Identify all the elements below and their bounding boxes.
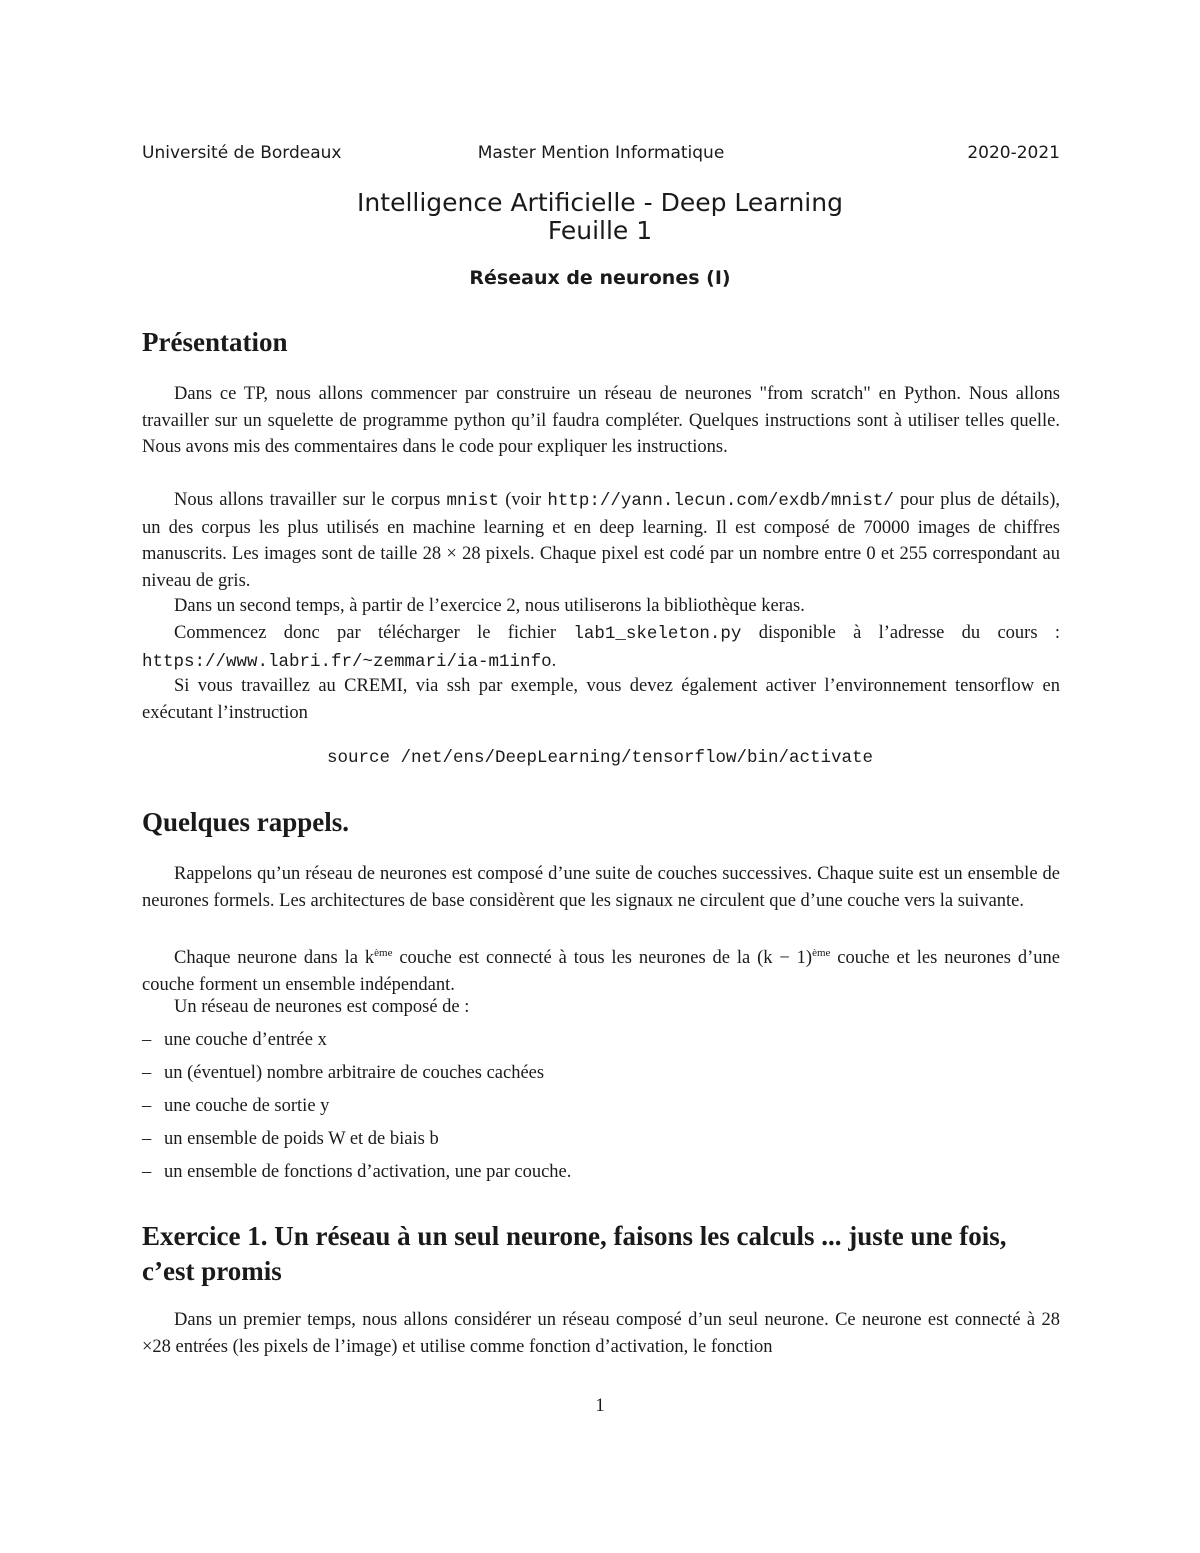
superscript: ème xyxy=(374,947,393,959)
section-heading-rappels: Quelques rappels. xyxy=(142,807,350,837)
presentation-paragraph-3: Dans un second temps, à partir de l’exercice 2, nous utiliserons la bibliothèque keras. xyxy=(174,596,805,616)
list-item xyxy=(142,1126,1060,1159)
list-item xyxy=(142,1093,1060,1126)
text-span: disponible à l’adresse du cours : xyxy=(741,623,1060,643)
list-dash: – xyxy=(142,1129,152,1149)
list-item-text: un ensemble de poids W et de biais b xyxy=(164,1129,439,1149)
superscript: ème xyxy=(812,947,831,959)
header-university: Université de Bordeaux xyxy=(142,143,342,163)
list-item xyxy=(142,1027,1060,1060)
list-item-text: un ensemble de fonctions d’activation, une par couche. xyxy=(164,1162,572,1182)
list-item xyxy=(142,1060,1060,1093)
text-span: Nous allons travailler sur le corpus xyxy=(174,490,447,510)
mnist-url-link[interactable]: http://yann.lecun.com/exdb/mnist/ xyxy=(547,491,894,511)
rappels-paragraph-3: Un réseau de neurones est composé de : xyxy=(174,997,470,1017)
page-header xyxy=(142,143,1060,169)
section-heading-exercice-1: Exercice 1. Un réseau à un seul neurone, faisons les calculs ... juste une fois, c’est promis xyxy=(142,1221,1007,1286)
header-program: Master Mention Informatique xyxy=(477,143,725,163)
text-span: . xyxy=(551,650,557,671)
list-item-text: un (éventuel) nombre arbitraire de couches cachées xyxy=(164,1063,545,1083)
exercice1-paragraph-1: Dans un premier temps, nous allons considérer un réseau composé d’un seul neurone. Ce neurone est connecté à 28 ×28 entrées (les pixels de l’image) et utilise comme fonction d’activation, le fonction xyxy=(142,1310,1060,1357)
list-item-text: une couche de sortie y xyxy=(164,1096,330,1116)
presentation-paragraph-2 xyxy=(142,487,1060,594)
text-span: pour plus de détails), un des corpus les plus utilisés en machine learning et en deep learning. Il est composé de 70000 images de chiffres manuscrits. Les images sont de taille 28 × 28 pixels. Chaque pixel est codé par un nombre entre 0 et 255 correspondant au niveau de gris. xyxy=(142,490,1060,591)
presentation-paragraph-5: Si vous travaillez au CREMI, via ssh par exemple, vous devez également activer l’environnement tensorflow en exécutant l’instruction xyxy=(142,676,1060,723)
network-components-list xyxy=(142,1027,1060,1192)
section-heading-presentation: Présentation xyxy=(142,327,288,357)
text-span: Chaque neurone dans la k xyxy=(174,948,375,969)
list-item-text: une couche d’entrée x xyxy=(164,1030,327,1050)
presentation-paragraph-4 xyxy=(142,620,1060,675)
text-span: couche et les neurones d’une couche forment un ensemble indépendant. xyxy=(142,948,1060,995)
list-dash: – xyxy=(142,1096,152,1116)
rappels-paragraph-1: Rappelons qu’un réseau de neurones est composé d’une suite de couches successives. Chaque suite est un ensemble de neurones formels. Les architectures de base considèrent que les signaux ne circulent que d’une couche vers la suivante. xyxy=(142,864,1060,911)
text-span: (voir xyxy=(499,490,548,510)
text-span: Commencez donc par télécharger le fichier xyxy=(174,623,574,643)
page-number: 1 xyxy=(595,1396,605,1416)
skeleton-file-name: lab1_skeleton.py xyxy=(573,624,742,644)
document-title: Intelligence Artificielle - Deep Learning xyxy=(357,188,843,217)
corpus-name: mnist xyxy=(446,491,499,511)
rappels-paragraph-2 xyxy=(142,940,1060,998)
document-sheet: Feuille 1 xyxy=(547,216,653,245)
document-subtitle: Réseaux de neurones (I) xyxy=(469,267,731,289)
text-span: couche est connecté à tous les neurones de la (k − 1) xyxy=(392,948,813,969)
course-url-link[interactable]: https://www.labri.fr/~zemmari/ia-m1info xyxy=(142,651,552,672)
header-year: 2020-2021 xyxy=(967,143,1060,163)
list-dash: – xyxy=(142,1162,152,1182)
list-item xyxy=(142,1159,1060,1192)
activate-command: source /net/ens/DeepLearning/tensorflow/bin/activate xyxy=(326,748,874,768)
list-dash: – xyxy=(142,1030,152,1050)
presentation-paragraph-1: Dans ce TP, nous allons commencer par construire un réseau de neurones "from scratch" en Python. Nous allons travailler sur un squelette de programme python qu’il faudra compléter. Quelques instructions sont à utiliser telles quelle. Nous avons mis des commentaires dans le code pour expliquer les instructions. xyxy=(142,384,1060,457)
list-dash: – xyxy=(142,1063,152,1083)
